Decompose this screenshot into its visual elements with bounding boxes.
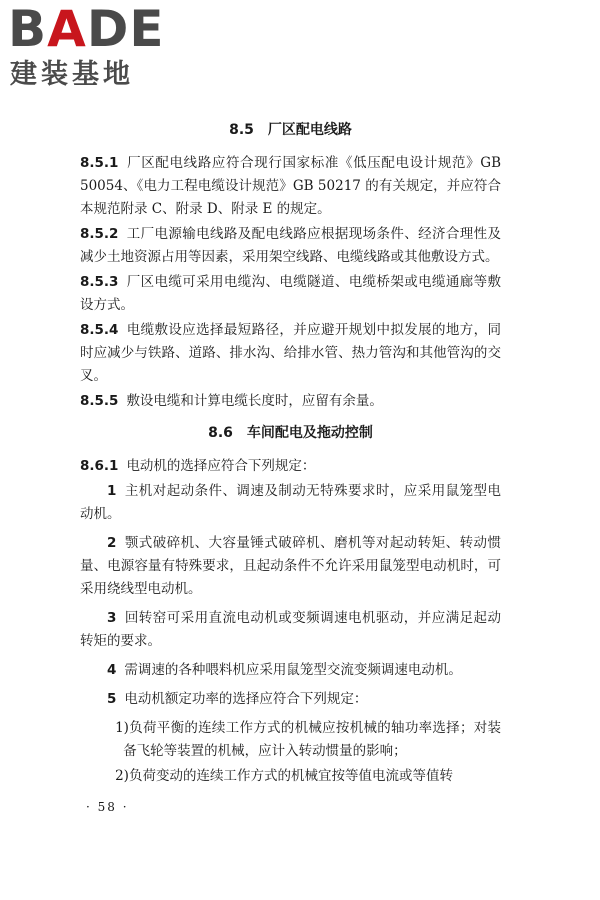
logo-letters-de: DE xyxy=(86,0,165,58)
sub-item xyxy=(80,765,501,788)
list-item xyxy=(80,480,501,526)
sub-item-text: 负荷平衡的连续工作方式的机械应按机械的轴功率选择；对装备飞轮等装置的机械，应计入转动惯量的影响； xyxy=(123,720,501,759)
logo-letter-a: A xyxy=(47,0,87,58)
item-number: 5 xyxy=(107,691,117,707)
section-number: 8.6 xyxy=(208,425,233,441)
item-text: 回转窑可采用直流电动机或变频调速电机驱动，并应满足起动转矩的要求。 xyxy=(80,610,501,649)
sub-item-text: 负荷变动的连续工作方式的机械宜按等值电流或等值转 xyxy=(128,768,453,784)
section-heading-8-6 xyxy=(80,421,501,445)
clause-text: 电动机的选择应符合下列规定： xyxy=(126,458,316,474)
item-text: 电动机额定功率的选择应符合下列规定： xyxy=(124,691,368,707)
clause-number: 8.5.4 xyxy=(80,322,119,338)
logo-subtitle: 建装基地 xyxy=(10,59,134,90)
logo-letter-b: B xyxy=(8,0,48,58)
clause-text: 工厂电源输电线路及配电线路应根据现场条件、经济合理性及减少土地资源占用等因素，采用架空线路、电缆线路或其他敷设方式。 xyxy=(80,226,501,265)
section-title: 车间配电及拖动控制 xyxy=(246,425,373,441)
list-item xyxy=(80,659,501,682)
clause-number: 8.5.1 xyxy=(80,155,119,171)
section-title: 厂区配电线路 xyxy=(267,122,352,138)
clause-number: 8.5.2 xyxy=(80,226,119,242)
sub-item xyxy=(80,717,501,763)
sub-item-number: 1) xyxy=(115,720,129,736)
section-number: 8.5 xyxy=(229,122,254,138)
document-body xyxy=(80,118,501,790)
clause-number: 8.5.3 xyxy=(80,274,119,290)
clause-number: 8.6.1 xyxy=(80,458,119,474)
clause-number: 8.5.5 xyxy=(80,393,119,409)
section-heading-8-5 xyxy=(80,118,501,142)
logo-wordmark xyxy=(8,2,165,56)
clause-8-5-4 xyxy=(80,319,501,388)
clause-8-5-2 xyxy=(80,223,501,269)
clause-text: 电缆敷设应选择最短路径，并应避开规划中拟发展的地方，同时应减少与铁路、道路、排水沟、给排水管、热力管沟和其他管沟的交叉。 xyxy=(80,322,501,384)
list-item xyxy=(80,607,501,653)
item-number: 1 xyxy=(107,483,117,499)
list-item xyxy=(80,532,501,601)
page-number: · 58 · xyxy=(86,800,129,814)
item-text: 主机对起动条件、调速及制动无特殊要求时，应采用鼠笼型电动机。 xyxy=(80,483,501,522)
clause-text: 敷设电缆和计算电缆长度时，应留有余量。 xyxy=(126,393,383,409)
item-number: 4 xyxy=(107,662,117,678)
clause-8-5-5 xyxy=(80,390,501,413)
sub-item-number: 2) xyxy=(115,768,129,784)
item-number: 3 xyxy=(107,610,117,626)
clause-text: 厂区电缆可采用电缆沟、电缆隧道、电缆桥架或电缆通廊等敷设方式。 xyxy=(80,274,501,313)
clause-8-5-1 xyxy=(80,152,501,221)
item-text: 颚式破碎机、大容量锤式破碎机、磨机等对起动转矩、转动惯量、电源容量有特殊要求，且起动条件不允许采用鼠笼型电动机时，可采用绕线型电动机。 xyxy=(80,535,501,597)
list-item xyxy=(80,688,501,711)
clause-text: 厂区配电线路应符合现行国家标准《低压配电设计规范》GB 50054、《电力工程电缆设计规范》GB 50217 的有关规定，并应符合本规范附录 C、附录 D、附录 E 的规定。 xyxy=(80,155,501,217)
bade-logo xyxy=(8,2,178,94)
item-text: 需调速的各种喂料机应采用鼠笼型交流变频调速电动机。 xyxy=(124,662,462,678)
clause-8-6-1 xyxy=(80,455,501,478)
clause-8-5-3 xyxy=(80,271,501,317)
item-number: 2 xyxy=(107,535,117,551)
